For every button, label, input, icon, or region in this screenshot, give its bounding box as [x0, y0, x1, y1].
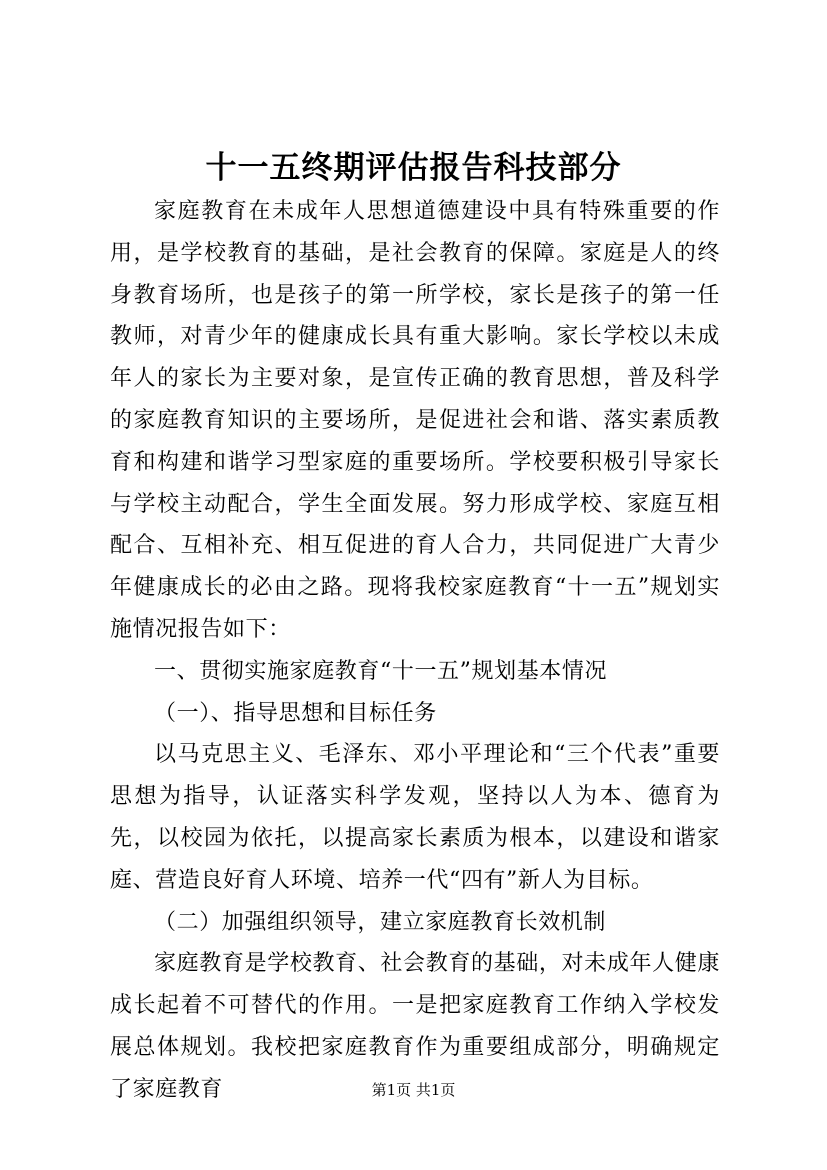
paragraph-guiding-thought: 以马克思主义、毛泽东、邓小平理论和“三个代表”重要思想为指导，认证落实科学发观，坚持以人为本、德育为先，以校园为依托，以提高家长素质为根本，以建设和谐家庭、营造良好育人环境、培养一代“四有”新人为目标。 [110, 742, 720, 893]
paragraph-intro: 家庭教育在未成年人思想道德建设中具有特殊重要的作用，是学校教育的基础，是社会教育的保障。家庭是人的终身教育场所，也是孩子的第一所学校，家长是孩子的第一任教师，对青少年的健康成长具有重大影响。家长学校以未成年人的家长为主要对象，是宣传正确的教育思想，普及科学的家庭教育知识的主要场所，是促进社会和谐、落实素质教育和构建和谐学习型家庭的重要场所。学校要积极引导家长与学校主动配合，学生全面发展。努力形成学校、家庭互相配合、互相补充、相互促进的育人合力，共同促进广大青少年健康成长的必由之路。现将我校家庭教育“十一五”规划实施情况报告如下： [110, 199, 720, 642]
document-title: 十一五终期评估报告科技部分 [205, 150, 622, 186]
subsection-heading-1: （一）、指导思想和目标任务 [154, 700, 437, 726]
section-heading-1: 一、贯彻实施家庭教育“十一五”规划基本情况 [154, 658, 608, 684]
subsection-heading-2: （二）加强组织领导，建立家庭教育长效机制 [154, 909, 607, 935]
paragraph-organization: 家庭教育是学校教育、社会教育的基础，对未成年人健康成长起着不可替代的作用。一是把家庭教育工作纳入学校发展总体规划。我校把家庭教育作为重要组成部分，明确规定了家庭教育 [110, 951, 720, 1102]
page-footer: 第1页 共1页 [371, 1081, 456, 1099]
document-body [110, 191, 720, 1111]
